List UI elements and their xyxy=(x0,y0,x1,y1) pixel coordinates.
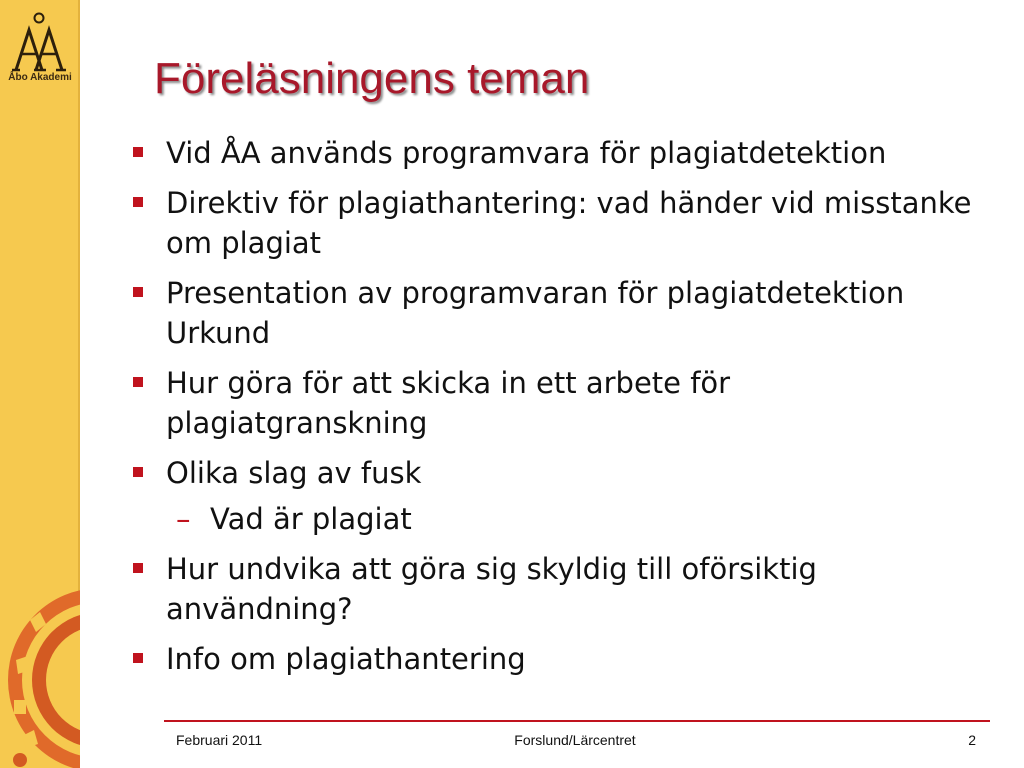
sub-bullet-item xyxy=(130,499,990,539)
page-number: 2 xyxy=(968,732,976,748)
bullet-text: Direktiv för plagiathantering: vad händer vid misstanke om plagiat xyxy=(166,186,972,260)
bullet-item xyxy=(130,549,990,629)
bullet-square-icon xyxy=(133,287,143,297)
bullet-text: Olika slag av fusk xyxy=(166,456,422,490)
bullet-item xyxy=(130,639,990,679)
bullet-text: Info om plagiathantering xyxy=(166,642,526,676)
footer-date: Februari 2011 xyxy=(176,732,263,748)
bullet-text: Hur göra för att skicka in ett arbete för plagiatgranskning xyxy=(166,366,731,440)
bullet-item xyxy=(130,133,990,173)
footer-divider xyxy=(164,720,990,722)
bullet-square-icon xyxy=(133,197,143,207)
bullet-text: Hur undvika att göra sig skyldig till oförsiktig användning? xyxy=(166,552,817,626)
logo-text: Åbo Akademi xyxy=(8,72,72,83)
bullet-square-icon xyxy=(133,563,143,573)
bullet-square-icon xyxy=(133,377,143,387)
bullet-square-icon xyxy=(133,467,143,477)
sub-bullet-dash: – xyxy=(176,502,191,536)
bullet-text: Vid ÅA används programvara för plagiatdetektion xyxy=(166,136,887,170)
footer-author: Forslund/Lärcentret xyxy=(514,732,636,748)
slide-title: Föreläsningens teman xyxy=(154,54,590,103)
bullet-list xyxy=(130,133,990,689)
bullet-square-icon xyxy=(133,147,143,157)
university-seal-watermark-icon xyxy=(0,540,80,768)
bullet-item xyxy=(130,363,990,443)
sidebar-band xyxy=(0,0,80,768)
sub-bullet-text: Vad är plagiat xyxy=(210,502,412,536)
bullet-text: Presentation av programvaran för plagiatdetektion Urkund xyxy=(166,276,905,350)
bullet-item xyxy=(130,273,990,353)
bullet-item xyxy=(130,183,990,263)
bullet-square-icon xyxy=(133,653,143,663)
bullet-item xyxy=(130,453,990,493)
